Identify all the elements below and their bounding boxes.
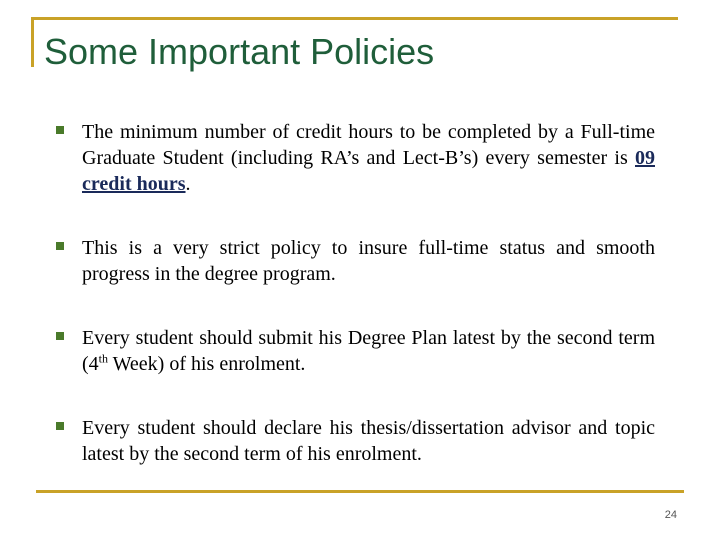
- square-bullet-icon: [56, 332, 64, 340]
- bottom-decorative-rule: [36, 490, 684, 493]
- square-bullet-icon: [56, 126, 64, 134]
- bullet-text-end: Week) of his enrolment.: [108, 353, 306, 375]
- bullet-item-credit-hours: [55, 119, 655, 197]
- bullet-text: This is a very strict policy to insure full-time status and smooth progress in the degree program.: [82, 237, 655, 285]
- bullet-item-advisor: [55, 415, 655, 467]
- square-bullet-icon: [56, 242, 64, 250]
- bullet-text: Every student should declare his thesis/dissertation advisor and topic latest by the second term of his enrolment.: [82, 417, 655, 465]
- bullet-item-degree-plan: [55, 325, 655, 377]
- bullet-text-end: .: [185, 173, 191, 195]
- left-decorative-rule: [31, 17, 34, 67]
- credit-hours-emphasis: 09 credit hours: [82, 147, 655, 195]
- square-bullet-icon: [56, 422, 64, 430]
- slide-title: Some Important Policies: [44, 31, 435, 72]
- bullet-text: The minimum number of credit hours to be completed by a Full-time Graduate Student (including RA’s and Lect-B’s) every semester is: [82, 121, 655, 169]
- top-decorative-rule: [31, 17, 678, 20]
- ordinal-superscript: th: [98, 351, 109, 366]
- bullet-item-strict-policy: [55, 235, 655, 287]
- policy-bullet-list: [55, 119, 655, 505]
- page-number: 24: [664, 509, 677, 521]
- bullet-text: Every student should submit his Degree Plan latest by the second term (4: [82, 327, 655, 375]
